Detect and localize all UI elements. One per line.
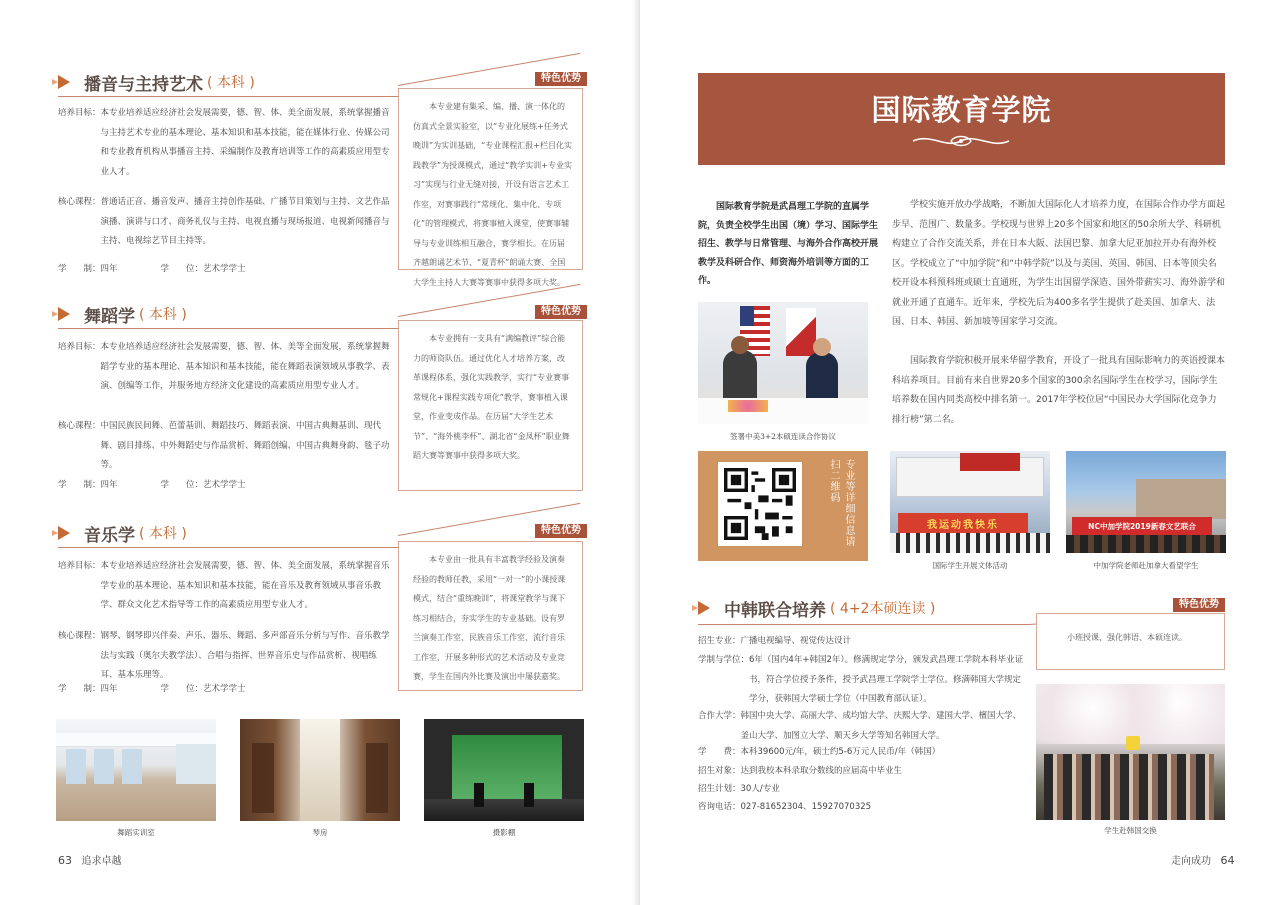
banner [698, 73, 1225, 165]
page-footer [1171, 852, 1235, 867]
photo-studio [424, 719, 584, 821]
duration-value: 四年 [100, 480, 118, 490]
feature-badge: 特色优势 [535, 524, 587, 538]
section-title: 舞蹈学 [84, 306, 135, 327]
info-value: 达到我校本科录取分数线的应届高中毕业生 [740, 766, 903, 776]
info-value: 本科39600元/年，硕士约5-6万元人民币/年（韩国） [740, 747, 941, 757]
goal-row [58, 104, 390, 182]
goal-text: 本专业培养适应经济社会发展需要，德、智、体、美等全面发展，系统掌握舞蹈学专业的基本理论、基本知识和基本技能，能在舞蹈表演领域从事教学、表演、创编等工作，并服务地方经济文化建设的高素质应用型专业人才。 [100, 342, 390, 392]
info-row [698, 743, 1028, 763]
advantage-box: 本专业由一批具有丰富教学经验及演奏经验的教师任教，采用“一对一”的小课授课模式，结合“重练晚训”，将课堂教学与课下练习相结合，夯实学生的专业基础。设有罗兰演奏工作室、民族音乐工作室、流行音乐工作室，开展多种形式的艺术活动及专业竞赛，学生在国内外比赛及演出中屡获嘉奖。 [398, 541, 583, 691]
section-subtitle: ( 本科 ) [207, 75, 255, 91]
banner-title: 国际教育学院 [871, 92, 1052, 127]
photo-banner-text: NC中加学院2019新春文艺联合 [1072, 517, 1212, 535]
goal-text: 本专业培养适应经济社会发展需要，德、智、体、美全面发展，系统掌握播音与主持艺术专业的基本理论、基本知识和基本技能，能在媒体行业、传媒公司和专业教育机构从事播音主持、采编制作及教育培训等工作的高素质应用型专业人才。 [100, 108, 390, 177]
courses-text: 普通话正音、播音发声、播音主持创作基础、广播节目策划与主持、文艺作品演播、演讲与口才、商务礼仪与主持、电视直播与现场报道、电视新闻播音与主持、电视综艺节目主持等。 [100, 197, 390, 247]
photo-banner-text: 我运动我快乐 [898, 513, 1028, 533]
photo-culture-activity [890, 451, 1050, 553]
goal-text: 本专业培养适应经济社会发展需要，德、智、体、美全面发展，系统掌握音乐学专业的基本理论、基本知识和基本技能，能在音乐及教育领域从事音乐教学、群众文化艺术指导等工作的高素质应用型专业人才。 [100, 561, 390, 611]
section-korea-header [698, 596, 935, 620]
qr-icon [724, 468, 796, 540]
intro-para1: 学校实施开放办学战略，不断加大国际化人才培养力度，在国际合作办学方面起步早、范围广、数量多。学校现与世界上20多个国家和地区的50余所大学、科研机构建立了合作交流关系，并在日本大阪、法国巴黎、加拿大尼亚加拉开办有海外校区。学校成立了“中加学院”和“中韩学院”以及与美国、英国、韩国、日本等顶尖名校开设本科预科班或硕士直通班，为学生出国留学深造、国外带薪实习、海外游学和就业开通了直通车。近年来，学校先后为400多名学生提供了赴美国、加拿大、法国、日本、韩国、新加坡等国家学习交流。 [892, 200, 1226, 327]
advantage-box: 本专业拥有一支具有“满编教评”综合能力的师资队伍。通过优化人才培养方案，改革课程体系，强化实践教学，实行“专业赛事常规化+课程实践专项化”教学，赛事植入课堂，作业变成作品。在历届“大学生艺术节”、“海外桃李杯”、湖北省“金凤杯”职业舞蹈大赛等赛事中获得多项大奖。 [398, 320, 583, 491]
info-row [698, 632, 1028, 652]
degree-label: 学 位： [160, 684, 204, 694]
caption: 学生赴韩国交换 [1104, 826, 1157, 835]
duration-row [58, 260, 390, 280]
page-slogan: 追求卓越 [81, 856, 122, 867]
courses-label: 核心课程： [58, 421, 101, 431]
divider [698, 624, 1028, 625]
qr-code[interactable] [718, 462, 802, 546]
info-value: 广播电视编导、视觉传达设计 [740, 636, 852, 646]
arrow-icon [58, 75, 70, 89]
section-broadcasting-header [58, 70, 255, 94]
duration-value: 四年 [100, 684, 118, 694]
caption: 签署中美3+2本硕连读合作协议 [730, 432, 836, 441]
courses-row [58, 417, 390, 476]
duration-label: 学 制： [58, 684, 101, 694]
advantage-box: 本专业建有集采、编、播、演一体化的仿真式全景实验室，以“专业化展练+任务式晚训”为实训基础，“专业课程汇报+栏目化实践教学”为授课模式，通过“教学实训+专业实习”实现与行业无缝对接，开设有语言艺术工作室，对赛事践行“常规化、集中化、专项化”的管理模式，将赛事植入课堂，使赛事辅导与专业训练相互融合，赛学相长。在历届齐越朗诵艺术节、“夏青杯”朗诵大赛、全国大学生主持人大赛等赛事中获得多项大奖。 [398, 88, 583, 270]
info-value: 30人/专业 [740, 784, 780, 794]
caption: 国际学生开展文体活动 [932, 561, 1008, 570]
photo-signing [698, 302, 868, 424]
degree-value: 艺术学学士 [203, 480, 246, 490]
ornament-icon [911, 131, 1011, 151]
goal-row [58, 338, 390, 397]
duration-row [58, 476, 390, 496]
photo-canada-visit [1066, 451, 1226, 553]
courses-row [58, 193, 390, 252]
caption: 舞蹈实训室 [117, 828, 155, 837]
info-value: 6年（国内4年+韩国2年）。修满规定学分，颁发武昌理工学院本科毕业证书，符合学位授予条件，授予武昌理工学院学士学位。修满韩国大学规定学分，获韩国大学硕士学位（中国教育部认证）。 [749, 655, 1024, 705]
arrow-icon [58, 307, 70, 321]
courses-label: 核心课程： [58, 631, 101, 641]
page-number: 63 [58, 854, 72, 867]
section-subtitle: ( 4+2本硕连读 ) [830, 601, 936, 617]
divider [58, 96, 398, 97]
page-number: 64 [1220, 854, 1235, 867]
feature-badge: 特色优势 [1173, 598, 1225, 612]
info-label: 招生对象： [698, 766, 741, 776]
duration-label: 学 制： [58, 480, 101, 490]
info-row [698, 780, 1028, 800]
section-title: 中韩联合培养 [724, 600, 826, 621]
section-subtitle: ( 本科 ) [139, 526, 187, 542]
degree-value: 艺术学学士 [203, 264, 246, 274]
intro-para2: 国际教育学院积极开展来华留学教育，开设了一批具有国际影响力的英语授课本科培养项目。目前有来自世界20多个国家的300余名国际学生在校学习，国际学生培养数在国内同类高校中排名第一。2017年学校位居“中国民办大学国际化竞争力排行榜”第二名。 [892, 356, 1226, 425]
goal-row [58, 557, 390, 616]
arrow-icon [58, 526, 70, 540]
section-title: 音乐学 [84, 525, 135, 546]
info-label: 合作大学： [698, 711, 741, 721]
photo-piano-room [240, 719, 400, 821]
info-label: 学 费： [698, 747, 741, 757]
feature-badge: 特色优势 [535, 72, 587, 86]
intro-bold: 国际教育学院是武昌理工学院的直属学院，负责全校学生出国（境）学习、国际学生招生、教学与日常管理、与海外合作高校开展教学及科研合作、师资海外培训等方面的工作。 [698, 202, 879, 286]
courses-text: 中国民族民间舞、芭蕾基训、舞蹈技巧、舞蹈表演、中国古典舞基训、现代舞、剧目排练、中外舞蹈史与作品赏析、舞蹈创编、中国古典舞身韵、毯子功等。 [100, 421, 390, 471]
info-value: 韩国中央大学、高丽大学、成均馆大学、庆熙大学、建国大学、檀国大学、釜山大学、加图立大学、顺天乡大学等知名韩国大学。 [740, 711, 1022, 741]
section-subtitle: ( 本科 ) [139, 307, 187, 323]
courses-label: 核心课程： [58, 197, 101, 207]
goal-label: 培养目标： [58, 561, 101, 571]
degree-label: 学 位： [160, 480, 204, 490]
qr-text: 专业等详细信息请扫二维码 [828, 459, 854, 547]
page-slogan: 走向成功 [1171, 856, 1211, 867]
photo-korea-exchange [1036, 684, 1225, 820]
photo-dance-studio [56, 719, 216, 821]
goal-label: 培养目标： [58, 342, 101, 352]
qr-panel [698, 451, 868, 561]
section-dance-header [58, 302, 187, 326]
info-value: 027-81652304、15927070325 [740, 802, 872, 812]
divider [58, 547, 398, 548]
degree-label: 学 位： [160, 264, 204, 274]
advantage-box: 小班授课、强化韩语、本硕连读。 [1036, 613, 1225, 670]
arrow-icon [698, 601, 710, 615]
caption: 琴房 [312, 828, 328, 837]
caption: 摄影棚 [492, 828, 516, 837]
duration-label: 学 制： [58, 264, 101, 274]
section-music-header [58, 521, 187, 545]
info-label: 招生专业： [698, 636, 741, 646]
info-label: 学制与学位： [698, 655, 750, 665]
info-label: 招生计划： [698, 784, 741, 794]
info-row [698, 762, 1028, 782]
duration-value: 四年 [100, 264, 118, 274]
info-row [698, 707, 1028, 746]
info-row [698, 798, 1028, 818]
goal-label: 培养目标： [58, 108, 101, 118]
courses-row [58, 627, 390, 686]
right-page [640, 0, 1280, 905]
feature-badge: 特色优势 [535, 305, 587, 319]
info-label: 咨询电话： [698, 802, 741, 812]
courses-text: 钢琴、钢琴即兴伴奏、声乐、器乐、舞蹈、多声部音乐分析与写作、音乐教学法与实践（奥尔夫教学法）、合唱与指挥、世界音乐史与作品赏析、视唱练耳、基本乐理等。 [100, 631, 390, 681]
caption: 中加学院老师赴加拿大看望学生 [1093, 561, 1199, 570]
degree-value: 艺术学学士 [203, 684, 246, 694]
duration-row [58, 680, 390, 700]
divider [58, 328, 398, 329]
section-title: 播音与主持艺术 [84, 74, 203, 95]
info-row [698, 651, 1028, 710]
page-footer [58, 852, 122, 867]
